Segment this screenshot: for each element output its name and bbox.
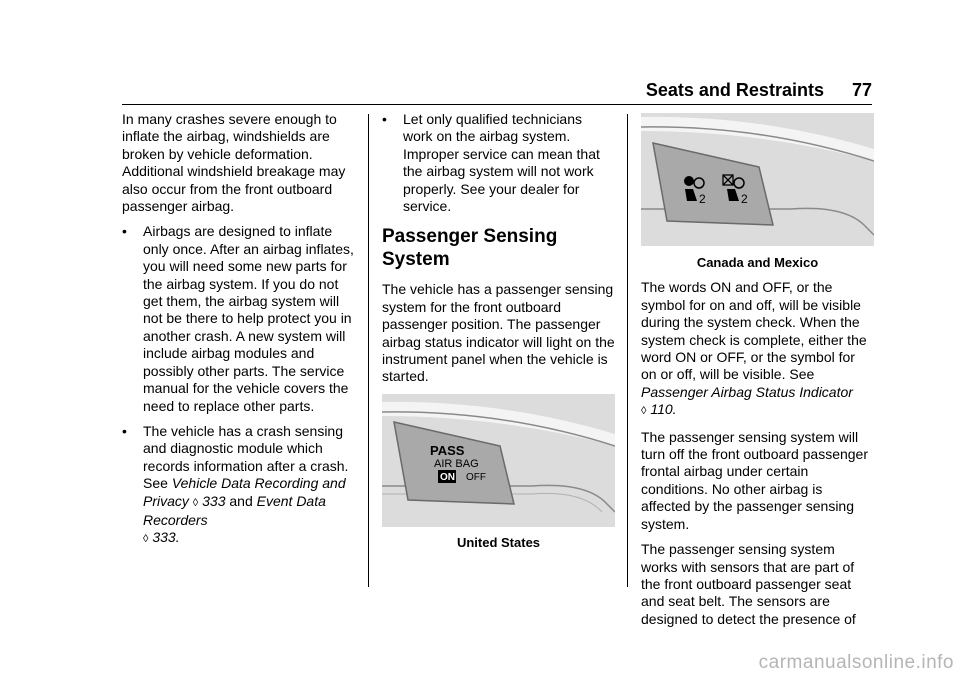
pass-label: PASS [430, 442, 465, 458]
page-header [646, 80, 872, 101]
page-ref-icon: ◊ [641, 405, 647, 418]
section-title: Seats and Restraints [645, 80, 824, 100]
watermark: carmanualsonline.info [758, 652, 954, 673]
xref-link[interactable]: Passenger Airbag Status Indicator [641, 383, 853, 400]
sensors-paragraph: The passenger sensing system works with sensors that are part of the front outboard passenger seat and seat belt. The sensors are designed to detect the presence of [641, 541, 856, 627]
figure-caption: United States [456, 534, 541, 550]
on-label: ON [440, 471, 455, 483]
column-divider-2 [627, 114, 628, 587]
turnoff-paragraph: The passenger sensing system will turn off the front outboard passenger frontal airbag under certain conditions. No other airbag is affected by the passenger sensing system. [641, 428, 869, 532]
xref-page[interactable]: 333 [202, 492, 226, 509]
xref-link[interactable]: Vehicle Data Recording and Privacy [143, 475, 346, 509]
airbag-label: AIR BAG [434, 457, 479, 470]
bullet-glyph: • [122, 223, 127, 240]
conjunction: and [229, 492, 253, 509]
canada-indicator-figure [641, 113, 874, 246]
bullet-text: The vehicle has a crash sensing and diagnostic module which records information after a crash. See Vehicle Data Recording and Privacy ◊ 333 and Event Data Recorders ◊ 333. [143, 422, 349, 546]
bullet-text: Let only qualified technicians work on the airbag system. Improper service can mean that the airbag system will not work properly. See your dealer for service. [403, 111, 600, 215]
xref-link[interactable]: Event Data Recorders [143, 492, 326, 528]
bullet-body: The vehicle has a crash sensing and diagnostic module which records information after a crash. See [143, 422, 349, 492]
us-indicator-figure [382, 394, 615, 527]
page-number: 77 [851, 80, 872, 100]
xref-page[interactable]: 110 [650, 401, 673, 418]
off-label: OFF [466, 471, 486, 483]
page-ref-icon: ◊ [192, 496, 199, 509]
bullet-glyph: • [382, 111, 387, 127]
column-2 [382, 111, 615, 551]
figure-caption: Canada and Mexico [696, 255, 819, 270]
icon-number: 2 [741, 192, 748, 206]
status-paragraph: The words ON and OFF, or the symbol for on and off, will be visible during the system check. When the system check is complete, either the word ON or OFF, or the symbol for on or off, will be visible. See Passenger Airbag Status Indicator ◊ 110. [641, 279, 867, 418]
list-item [122, 423, 358, 549]
column-1 [122, 111, 358, 557]
header-rule [122, 104, 872, 105]
xref-page[interactable]: 333 [152, 529, 176, 546]
bullet-text: Airbags are designed to inflate only once. After an airbag inflates, you will need some new parts for the airbag system. If you do not get them, the airbag system will not be there to help protect you in another crash. A new system will include airbag modules and possibly other parts. The service manual for the vehicle covers the need to replace other parts. [143, 223, 354, 414]
page-ref-icon: ◊ [143, 533, 149, 546]
column-divider-1 [368, 114, 369, 587]
section-heading: Passenger Sensing System [382, 226, 558, 271]
bullet-glyph: • [122, 422, 127, 439]
intro-paragraph: In many crashes severe enough to inflate the airbag, windshields are broken by vehicle deformation. Additional windshield breakage may also occur from the front outboard passenger airbag. [122, 111, 346, 215]
sensing-paragraph: The vehicle has a passenger sensing system for the front outboard passenger position. The passenger airbag status indicator will light on the instrument panel when the vehicle is started. [382, 281, 615, 385]
column-3 [641, 111, 874, 636]
icon-number: 2 [699, 192, 706, 206]
list-item [122, 223, 358, 414]
list-item [382, 111, 615, 215]
status-text: The words ON and OFF, or the symbol for on and off, will be visible during the system check. When the system check is complete, either the word ON or OFF, or the symbol for on or off, will be visible. See [641, 279, 867, 383]
